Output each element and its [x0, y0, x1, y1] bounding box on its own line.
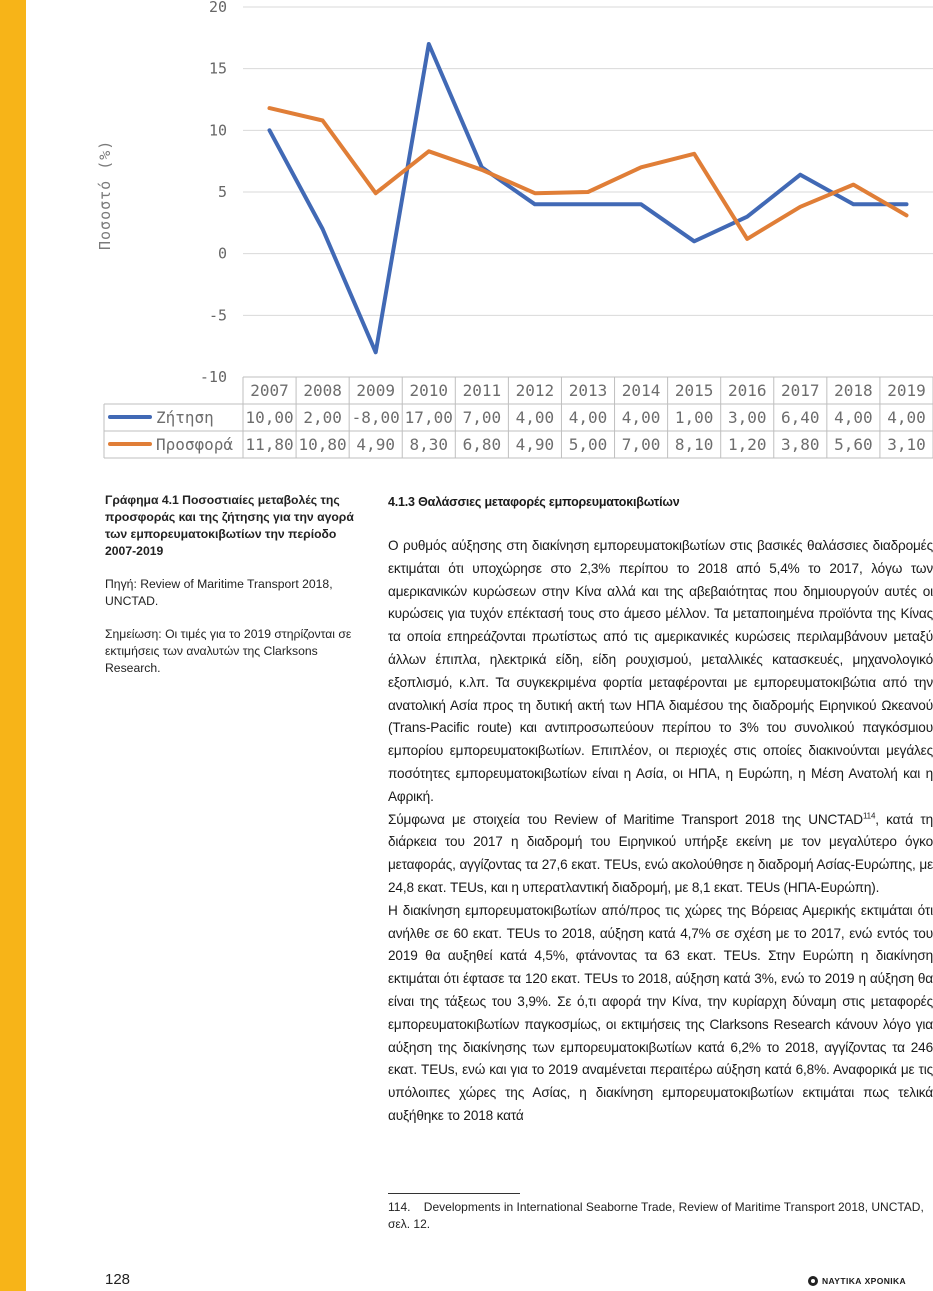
table-cell: 4,00	[887, 408, 926, 427]
table-cell: 6,40	[781, 408, 820, 427]
y-tick-label: 5	[217, 183, 227, 201]
paragraph-1: Ο ρυθμός αύξησης στη διακίνηση εμπορευματοκιβωτίων στις βασικές θαλάσσιες διαδρομές εκτιμάται ότι υποχώρησε στο 2,3% περίπου το 2018 από 5,4% το 2017, λόγω των αμερικανικών κυρώσεων στην Κίνα αλλά και της αβεβαιότητας που δημιουργούν αυτές οι κυρώσεις για τυχόν επέκτασή τους στο άμεσο μέλλον. Τα μεταποιημένα προϊόντα της Κίνας τα οποία επηρεάζονται πρωτίστως από τις αμερικανικές κυρώσεις περιλαμβάνουν μεταξύ άλλων έπιπλα, ηλεκτρικά είδη, είδη ρουχισμού, μεταλλικές κατασκευές, μηχανολογικό εξοπλισμό, κ.λπ. Τα συγκεκριμένα φορτία μεταφέρονται με εμπορευματοκιβώτια από την ανατολική Ασία προς τη δυτική ακτή των ΗΠΑ διαμέσου της διαδρομής Ειρηνικού Ωκεανού (Trans-Pacific route) και αντιπροσωπεύουν περίπου το 3% του συνολικού παγκόσμιου εμπορίου εμπορευματοκιβωτίων. Επιπλέον, οι περιοχές στις οποίες διακινούνται μεγάλες ποσότητες εμπορευματοκιβωτίων είναι η Ασία, οι ΗΠΑ, η Ευρώπη, η Μέση Ανατολή και η Αφρική.	[388, 538, 933, 804]
table-cell: 17,00	[404, 408, 453, 427]
table-cell: 3,10	[887, 435, 926, 454]
x-tick-label: 2007	[250, 381, 289, 400]
x-tick-label: 2017	[781, 381, 820, 400]
paragraph-2-start: Σύμφωνα με στοιχεία του Review of Maritime Transport 2018 της UNCTAD	[388, 811, 863, 827]
page-number: 128	[105, 1271, 131, 1288]
caption-source: Πηγή: Review of Maritime Transport 2018, UNCTAD.	[105, 577, 333, 608]
paragraph-2-end: , κατά τη διάρκεια του 2017 η διαδρομή του Ειρηνικού υπήρξε εκείνη με τον μεγαλύτερο όγκο μεταφοράς, αγγίζοντας τα 27,6 εκατ. TEUs, ενώ ακολούθησε η διαδρομή Ασίας-Ευρώπης, με 24,8 εκατ. TEUs, και η υπερατλαντική διαδρομή, με 8,1 εκατ. TEUs (ΗΠΑ-Ευρώπη).	[388, 811, 933, 895]
table-cell: 5,00	[568, 435, 608, 454]
y-tick-label: -5	[208, 306, 227, 325]
table-cell: 8,30	[409, 435, 449, 454]
publisher-brand	[808, 1276, 906, 1286]
footnote-divider	[388, 1193, 520, 1194]
table-cell: 11,80	[245, 435, 294, 454]
brand-logo-icon	[808, 1276, 818, 1286]
table-cell: 7,00	[462, 408, 502, 427]
x-tick-label: 2008	[303, 381, 342, 400]
legend-label: Προσφορά	[156, 435, 234, 454]
footnote-ref[interactable]: 114	[862, 811, 876, 821]
main-text-column	[388, 495, 933, 1128]
table-cell: 10,00	[245, 408, 294, 427]
section-heading: 4.1.3 Θαλάσσιες μεταφορές εμπορευματοκιβωτίων	[388, 495, 680, 509]
x-tick-label: 2015	[674, 381, 714, 400]
caption-note: Σημείωση: Οι τιμές για το 2019 στηρίζονται σε εκτιμήσεις των αναλυτών της Clarksons Research.	[105, 627, 352, 675]
y-tick-label: 15	[208, 59, 227, 78]
x-tick-label: 2009	[356, 381, 395, 400]
footnote-114: 114. Developments in International Seaborne Trade, Review of Maritime Transport 2018, UNCTAD, σελ. 12.	[388, 1200, 924, 1231]
y-tick-label: 0	[217, 244, 227, 263]
series-line-demand	[270, 44, 907, 352]
table-cell: 3,80	[781, 435, 820, 454]
x-tick-label: 2014	[621, 381, 661, 400]
table-cell: 8,10	[674, 435, 714, 454]
y-tick-label: 10	[208, 121, 227, 140]
series-line-supply	[270, 108, 907, 239]
x-tick-label: 2013	[568, 381, 608, 400]
paragraph-3: Η διακίνηση εμπορευματοκιβωτίων από/προς τις χώρες της Βόρειας Αμερικής εκτιμάται ότι ανήλθε σε 60 εκατ. TEUs το 2018, αύξηση κατά 4,7% σε σχέση με το 2017, ενώ εντός του 2019 θα αυξηθεί κατά 4,5%, φτάνοντας τα 63 εκατ. TEUs. Στην Ευρώπη η διακίνηση εκτιμάται ότι έφτασε τα 120 εκατ. TEUs το 2018, αύξηση κατά 3%, ενώ το 2019 η αύξηση θα είναι της τάξεως του 3,9%. Σε ό,τι αφορά την Κίνα, την κυρίαρχη δύναμη στις μεταφορές εμπορευματοκιβωτίων παγκοσμίως, οι εκτιμήσεις της Clarksons Research κάνουν λόγο για αύξηση της διακίνησης των εμπορευματοκιβωτίων κατά 6,2% το 2018, αγγίζοντας τα 246 εκατ. TEUs, ενώ και για το 2019 αναμένεται περαιτέρω αύξηση κατά 6,8%. Αναφορικά με τις υπόλοιπες χώρες της Ασίας, η διακίνηση εμπορευματοκιβωτίων εκτιμάται πως τελικά αυξήθηκε το 2018 κατά	[388, 902, 933, 1123]
paragraph-2	[388, 809, 933, 900]
table-cell: 4,00	[568, 408, 608, 427]
table-cell: 4,00	[515, 408, 555, 427]
x-tick-label: 2010	[409, 381, 449, 400]
line-chart	[0, 0, 933, 470]
x-tick-label: 2011	[462, 381, 502, 400]
table-cell: 1,00	[674, 408, 714, 427]
table-cell: -8,00	[351, 408, 400, 427]
table-cell: 5,60	[834, 435, 873, 454]
x-tick-label: 2016	[727, 381, 767, 400]
y-axis-label: Ποσοστό (%)	[96, 139, 114, 250]
caption-title: Γράφημα 4.1 Ποσοστιαίες μεταβολές της προσφοράς και της ζήτησης για την αγορά των εμπορευματοκιβωτίων την περίοδο 2007-2019	[105, 493, 354, 558]
table-cell: 2,00	[303, 408, 342, 427]
y-axis-ticks	[200, 0, 227, 386]
table-cell: 6,80	[462, 435, 502, 454]
x-tick-label: 2012	[515, 381, 555, 400]
x-tick-label: 2019	[887, 381, 926, 400]
table-cell: 10,80	[298, 435, 347, 454]
brand-name: ΝΑΥΤΙΚΑ ΧΡΟΝΙΚΑ	[822, 1276, 907, 1286]
figure-caption	[105, 492, 370, 693]
x-tick-label: 2018	[834, 381, 873, 400]
table-cell: 7,00	[621, 435, 661, 454]
chart-series	[269, 44, 906, 353]
table-cell: 4,00	[834, 408, 873, 427]
legend-label: Ζήτηση	[156, 408, 214, 427]
table-cell: 4,00	[621, 408, 661, 427]
table-cell: 4,90	[356, 435, 395, 454]
table-cell: 3,00	[727, 408, 767, 427]
data-table	[104, 377, 933, 458]
table-cell: 1,20	[727, 435, 767, 454]
table-cell: 4,90	[515, 435, 555, 454]
y-tick-label: 20	[208, 0, 227, 16]
y-tick-label: -10	[199, 368, 227, 386]
